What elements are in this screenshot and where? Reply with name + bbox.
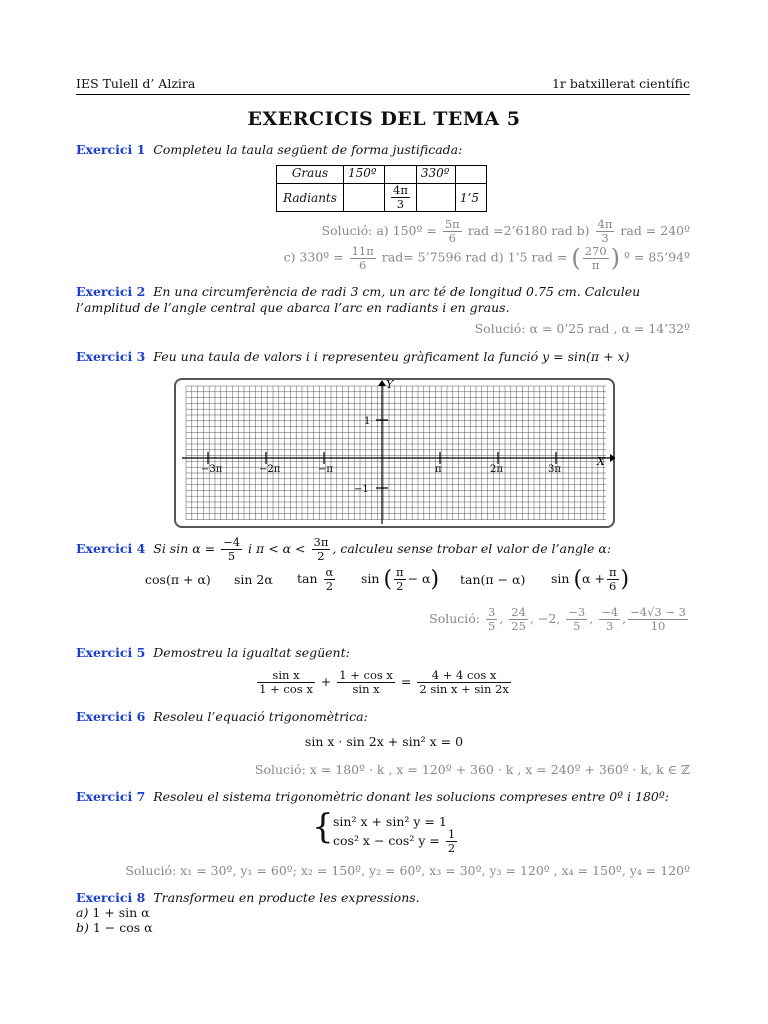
exercise-1-statement: Completeu la taula següent de forma justificada:	[153, 142, 463, 157]
expr-text: sin	[551, 571, 570, 586]
exercise-2-statement: En una circumferència de radi 3 cm, un arc té de longitud 0.75 cm. Calculeu l’amplitud de l’angle central que abarca l’arc en radiants i en graus.	[76, 284, 641, 315]
exercise-7-label: Exercici 7	[76, 789, 146, 804]
ex4-expr1: cos(π + α)	[145, 572, 211, 587]
x-tick-label: 2π	[490, 464, 503, 475]
ex4-expr6: sin (α + $\frac{\pi}{6}$ )	[551, 565, 630, 593]
exercise-6-label: Exercici 6	[76, 709, 146, 724]
frac-num: −4	[601, 605, 619, 619]
table-cell	[385, 184, 417, 212]
exercise-7	[76, 789, 690, 805]
frac-den: 5	[227, 549, 236, 563]
table-row	[277, 184, 487, 212]
y-tick-label: 1	[364, 416, 371, 427]
table-cell: 330º	[416, 166, 455, 184]
frac-den: 2 sin x + sin 2x	[419, 682, 509, 696]
frac-den: 2	[317, 549, 325, 563]
sol-text: Solució: a) 150º =	[321, 223, 437, 238]
frac-den: 5	[488, 619, 496, 633]
exercise-3	[76, 349, 690, 365]
frac-num: −3	[568, 605, 586, 619]
frac-num: α	[325, 565, 334, 579]
x-axis-arrow	[610, 454, 615, 462]
x-tick-label: −2π	[259, 464, 281, 475]
expr-text: sin	[361, 571, 380, 586]
frac-num: 4 + 4 cos x	[417, 669, 511, 683]
x-tick-label: π	[435, 464, 442, 475]
frac-num: −4√3 − 3	[630, 605, 686, 619]
expr-text: − α	[407, 571, 431, 586]
frac-den: 3	[601, 231, 609, 245]
exercise-7-solution: Solució: x₁ = 30º, y₁ = 60º; x₂ = 150º, y₂ = 60º, x₃ = 30º, y₃ = 120º , x₄ = 150º, y₄ = 120º	[125, 863, 690, 878]
exercise-1-solution-line1	[322, 218, 691, 245]
frac-den: 10	[650, 619, 666, 633]
frac-den: sin x	[352, 682, 380, 696]
table-frac-num: 4π	[393, 183, 408, 197]
table-cell: 1’5	[455, 184, 486, 212]
table-frac-den: 3	[396, 197, 405, 211]
ex4-expr3	[297, 566, 337, 593]
x-tick-label: −3π	[201, 464, 223, 475]
exercise-7-eq2	[333, 828, 459, 855]
frac-num: 24	[511, 605, 526, 619]
grid-lines	[186, 386, 606, 520]
eq-text: cos² x − cos² y =	[333, 833, 440, 848]
frac-num: sin x	[257, 669, 315, 683]
frac-num: 270	[584, 243, 607, 258]
exercise-5-identity: $\frac{\text{sin x}}{\text{1 + cos x}}$ + $\frac{\text{1 + cos x}}{\text{sin x}}$ = $\frac{\text{4 + 4 cos x}}{\text{2 sin x + sin 2x}}$	[259, 668, 509, 696]
exercise-8-label: Exercici 8	[76, 890, 146, 905]
exercise-8-item-a	[76, 905, 150, 920]
frac-num: π	[396, 565, 404, 579]
ex4-expr2: sin 2α	[234, 572, 273, 587]
page-title: EXERCICIS DEL TEMA 5	[247, 108, 521, 130]
frac-num: π	[608, 565, 617, 579]
table-cell	[344, 184, 385, 212]
exercise-8-item-b	[76, 920, 153, 935]
frac-den: 5	[573, 619, 581, 633]
exercise-1-label: Exercici 1	[76, 142, 146, 157]
ex4-expr4: sin ( $\frac{\pi}{2}$ − α)	[361, 565, 440, 593]
table-cell	[455, 166, 486, 184]
table-cell	[416, 184, 455, 212]
exercise-3-label: Exercici 3	[76, 349, 146, 364]
expr-text: tan	[297, 571, 318, 586]
table-row	[277, 166, 487, 184]
exercise-6-statement: Resoleu l’equació trigonomètrica:	[153, 709, 368, 724]
exercise-5-statement: Demostreu la igualtat següent:	[153, 645, 350, 660]
exercise-4-text: Si sin α =	[153, 541, 216, 556]
sol-text: Solució:	[429, 611, 481, 626]
frac-num: 1	[447, 827, 456, 841]
header-right: 1r batxillerat científic	[551, 76, 690, 91]
frac-den: 2	[325, 579, 334, 593]
y-axis-label: Y	[386, 378, 394, 391]
exercise-7-statement: Resoleu el sistema trigonomètric donant les solucions compreses entre 0º i 180º:	[153, 789, 669, 804]
exercise-2-solution: Solució: α = 0’25 rad , α = 14’32º	[474, 321, 690, 336]
table-cell: Radiants	[277, 184, 344, 212]
exercise-6-equation: sin x · sin 2x + sin² x = 0	[304, 734, 464, 749]
ex4-expr5: tan(π − α)	[460, 572, 526, 587]
frac-den: 6	[448, 231, 456, 245]
frac-num: 5π	[444, 217, 460, 231]
exercise-4-label: Exercici 4	[76, 541, 146, 556]
frac-den: 6	[609, 579, 617, 593]
frac-den: 6	[359, 257, 367, 272]
item-expr: 1 + sin α	[92, 905, 150, 920]
table-cell: 150º	[344, 166, 385, 184]
y-axis-arrow	[378, 380, 386, 386]
sol-text: , −2,	[529, 611, 561, 626]
exercise-4-text: i π < α <	[248, 541, 306, 556]
frac-den: 25	[511, 619, 526, 633]
frac-num: −4	[223, 535, 241, 549]
expr-text: α +	[582, 571, 605, 586]
table-cell: Graus	[277, 166, 344, 184]
sol-text: rad = 240º	[620, 223, 690, 238]
exercise-4-text: , calculeu sense trobar el valor de l’angle α:	[332, 541, 612, 556]
exercise-6	[76, 709, 690, 725]
x-axis-label: X	[597, 455, 605, 468]
item-label: b)	[76, 920, 89, 935]
graph-paper	[174, 378, 615, 528]
sol-text: º = 85’94º	[624, 249, 690, 265]
table-cell	[385, 166, 417, 184]
frac-den: π	[591, 257, 600, 272]
exercise-1-solution-line2: c) 330º = $\frac{11\pi}{6}$ rad= 5’7596 rad d) 1’5 rad = ( $\frac{270}{\pi}$ ) º = 85’94º	[283, 243, 690, 272]
sol-text: c) 330º =	[283, 249, 344, 265]
exercise-1	[76, 142, 690, 158]
item-label: a)	[76, 905, 89, 920]
exercise-7-eq1: sin² x + sin² y = 1	[333, 814, 447, 829]
frac-den: 2	[396, 579, 404, 593]
y-tick-label: −1	[354, 484, 369, 495]
frac-num: 3π	[313, 535, 329, 549]
frac-den: 3	[606, 619, 614, 633]
frac-num: 4π	[597, 217, 613, 231]
exercise-8-statement: Transformeu en producte les expressions.	[153, 890, 420, 905]
frac-den: 2	[447, 841, 456, 855]
exercise-6-solution: Solució: x = 180º · k , x = 120º + 360 · k , x = 240º + 360º · k, k ∈ ℤ	[254, 762, 690, 777]
exercise-8	[76, 890, 690, 906]
x-tick-label: 3π	[548, 464, 561, 475]
sol-text: rad =2’6180 rad b)	[467, 223, 590, 238]
header-rule	[76, 94, 690, 95]
frac-num: 11π	[351, 243, 374, 258]
sol-text: rad= 5’7596 rad d) 1’5 rad =	[381, 249, 568, 265]
exercise-2-label: Exercici 2	[76, 284, 146, 299]
exercise-3-statement: Feu una taula de valors i i representeu gràficament la funció	[153, 349, 539, 364]
exercise-3-function: y = sin(π + x)	[542, 349, 630, 364]
exercise-4	[76, 536, 690, 563]
frac-num: 3	[488, 605, 496, 619]
x-tick-label: −π	[318, 464, 333, 475]
item-expr: 1 − cos α	[92, 920, 153, 935]
exercise-5-label: Exercici 5	[76, 645, 146, 660]
conversion-table	[276, 165, 487, 212]
frac-den: 1 + cos x	[259, 682, 313, 696]
system-brace: {	[312, 807, 334, 847]
frac-num: 1 + cos x	[339, 668, 393, 682]
exercise-4-solution: Solució: $\frac{3}{5}$ , $\frac{24}{25}$ , −2, $\frac{-3}{5}$ , $\frac{-4}{3}$ , $\frac{-4√3 - 3}{10}$	[429, 605, 686, 633]
exercise-5	[76, 645, 690, 661]
header-left: IES Tulell d’ Alzira	[76, 76, 196, 91]
exercise-2	[76, 284, 690, 316]
